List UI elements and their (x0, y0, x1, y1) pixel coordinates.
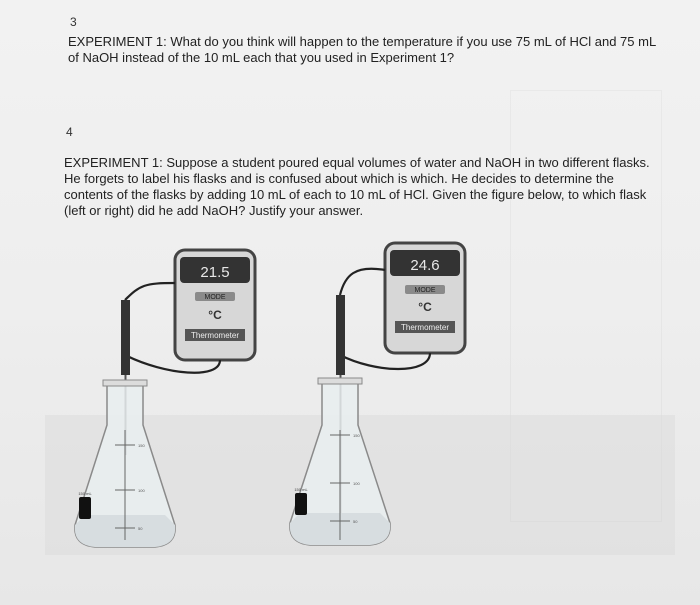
right-probe (336, 295, 345, 375)
question-3-number: 3 (70, 15, 77, 29)
left-flask-mark-100: 100 (138, 488, 145, 493)
left-flask-mark-50: 50 (138, 526, 143, 531)
left-flask-rim (103, 380, 147, 386)
left-temperature-reading: 21.5 (200, 264, 230, 281)
right-thermometer-label: Thermometer (400, 323, 450, 332)
left-unit-label: °C (208, 308, 222, 322)
right-cable-lower (340, 353, 430, 369)
right-flask-mark-150: 150 (353, 433, 360, 438)
left-flask-badge-label: 150 mL (78, 491, 92, 496)
left-thermometer-label: Thermometer (190, 331, 240, 340)
left-flask-badge (79, 497, 91, 519)
right-flask-mark-50: 50 (353, 519, 358, 524)
left-cable-upper (125, 283, 175, 300)
experiment-figure (45, 225, 675, 555)
right-temperature-reading: 24.6 (410, 257, 440, 274)
left-probe (121, 300, 130, 375)
right-flask-badge (295, 493, 307, 515)
right-flask-mark-100: 100 (353, 481, 360, 486)
question-3-text: EXPERIMENT 1: What do you think will happen to the temperature if you use 75 mL of HCl and 75 mL of NaOH instead of the 10 mL each that you used in Experiment 1? (68, 34, 656, 65)
right-flask-badge-label: 150 mL (294, 487, 308, 492)
question-4-text: EXPERIMENT 1: Suppose a student poured equal volumes of water and NaOH in two different flasks. He forgets to label his flasks and is confused about which is which. He decides to determine the contents of the flasks by adding 10 mL of each to 10 mL of HCl. Given the figure below, to which flask (left or right) did he add NaOH? Justify your answer. (64, 155, 650, 218)
left-mode-label: MODE (204, 294, 226, 301)
right-mode-label: MODE (414, 287, 436, 294)
right-unit-label: °C (418, 300, 432, 314)
right-cable-upper (340, 269, 385, 295)
right-flask-rim (318, 378, 362, 384)
question-4-number: 4 (66, 125, 73, 139)
left-flask-mark-150: 150 (138, 443, 145, 448)
